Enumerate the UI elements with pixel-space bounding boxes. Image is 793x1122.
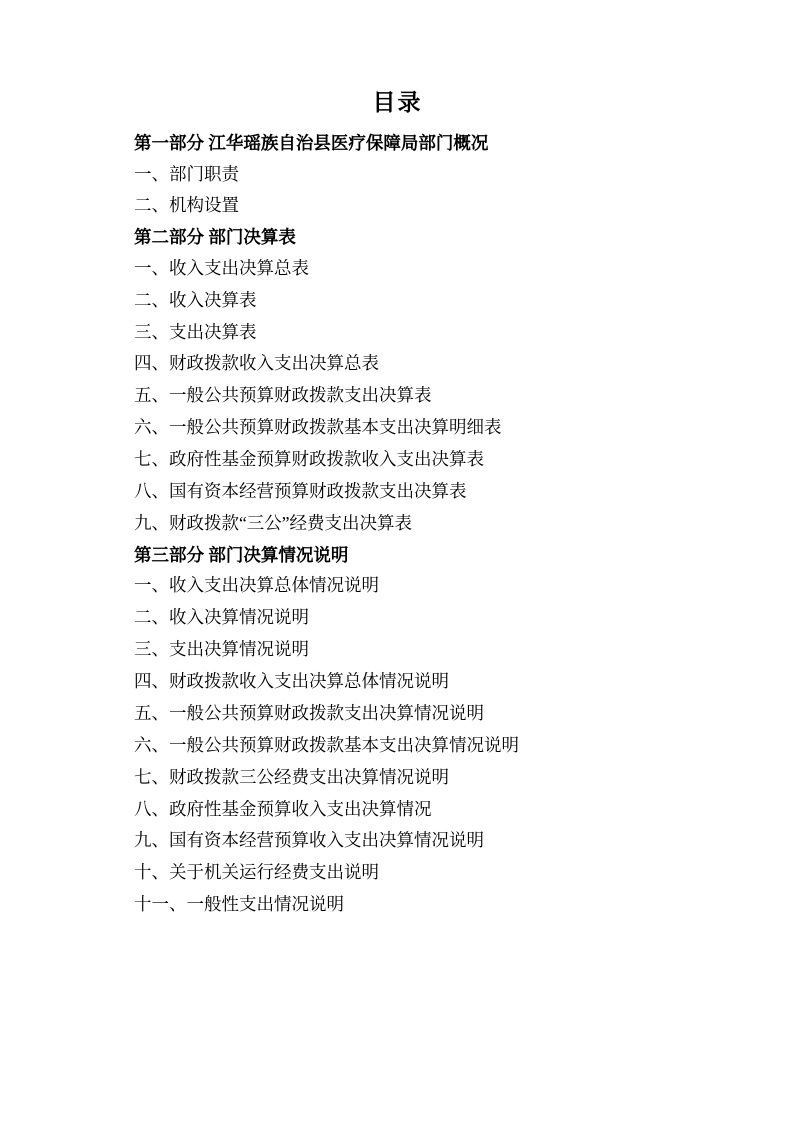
toc-item: 四、财政拨款收入支出决算总表	[134, 353, 379, 374]
toc-item: 五、一般公共预算财政拨款支出决算情况说明	[134, 702, 484, 723]
toc-part-heading: 第二部分 部门决算表	[134, 227, 296, 248]
toc-item: 九、财政拨款“三公”经费支出决算表	[134, 512, 413, 533]
toc-item: 二、机构设置	[134, 195, 239, 216]
toc-item: 一、收入支出决算总表	[134, 257, 309, 278]
toc-item: 六、一般公共预算财政拨款基本支出决算情况说明	[134, 734, 519, 755]
toc-item: 一、部门职责	[134, 163, 239, 184]
toc-item: 三、支出决算情况说明	[134, 639, 309, 660]
toc-item: 三、支出决算表	[134, 321, 257, 342]
toc-item: 八、国有资本经营预算财政拨款支出决算表	[134, 481, 467, 502]
toc-part-heading: 第一部分 江华瑶族自治县医疗保障局部门概况	[134, 133, 489, 153]
toc-item: 一、收入支出决算总体情况说明	[134, 575, 379, 596]
toc-item: 八、政府性基金预算收入支出决算情况	[134, 798, 432, 819]
toc-item: 九、国有资本经营预算收入支出决算情况说明	[134, 830, 484, 851]
toc-item: 五、一般公共预算财政拨款支出决算表	[134, 385, 432, 406]
toc-item: 二、收入决算表	[134, 289, 257, 310]
toc-item: 十一、一般性支出情况说明	[134, 894, 344, 915]
table-of-contents	[134, 135, 697, 914]
toc-item: 二、收入决算情况说明	[134, 607, 309, 628]
toc-item: 七、政府性基金预算财政拨款收入支出决算表	[134, 449, 484, 470]
toc-item: 六、一般公共预算财政拨款基本支出决算明细表	[134, 417, 502, 438]
toc-item: 四、财政拨款收入支出决算总体情况说明	[134, 670, 449, 691]
page-title: 目录	[372, 90, 423, 115]
toc-item: 七、财政拨款三公经费支出决算情况说明	[134, 766, 449, 787]
toc-part-heading: 第三部分 部门决算情况说明	[134, 544, 349, 565]
toc-item: 十、关于机关运行经费支出说明	[134, 862, 379, 883]
